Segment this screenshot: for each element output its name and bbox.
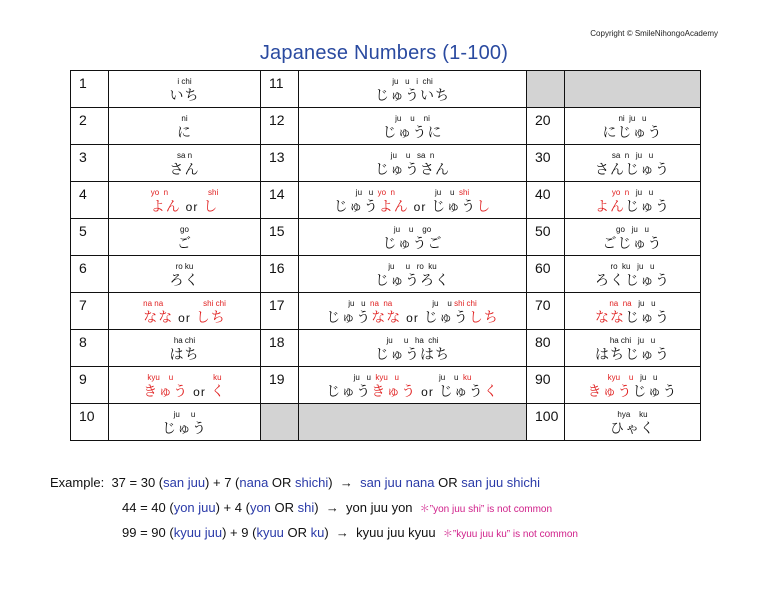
table-row [71,108,701,145]
number-cell: 70 [527,293,565,330]
romaji: ju u ro ku [388,262,437,271]
kana-part: じゅう [326,383,372,399]
number-cell: 50 [527,219,565,256]
number-cell: 12 [261,108,299,145]
example-text: ) + 7 ( [205,475,240,490]
example-highlight: san juu [163,475,206,490]
number-cell: 2 [71,108,109,145]
kana-part: く [483,383,499,399]
romaji [109,187,260,198]
example-highlight: kyuu juu [173,525,223,540]
romaji [109,298,260,309]
romaji-part: yo n [611,188,630,197]
kana-part: しち [195,309,226,325]
romaji: ju u i chi [392,77,433,86]
number-cell: 90 [527,367,565,404]
example-highlight: nana [239,475,269,490]
reading-cell [109,256,261,293]
reading-cell [565,108,701,145]
romaji: go ju u [616,225,649,234]
or-word: or [421,385,434,399]
reading-cell [299,182,527,219]
kana [109,383,260,401]
number-cell: 16 [261,256,299,293]
table-row [71,330,701,367]
romaji: i chi [177,77,192,86]
example-line-1 [50,475,540,490]
romaji: hya ku [617,410,648,419]
kana: じゅうさん [375,161,450,177]
number-cell: 30 [527,145,565,182]
kana [109,198,260,216]
example-text: ) + 4 ( [215,500,250,515]
kana [109,309,260,327]
romaji-part: na na [609,299,632,308]
reading-cell [299,219,527,256]
romaji: ni ju u [618,114,647,123]
reading-cell [299,145,527,182]
kana [565,383,700,400]
kana [565,198,700,215]
romaji [565,187,700,198]
reading-cell [565,145,701,182]
kana-part: じゅう [326,309,372,325]
example-text: ) → [328,475,361,490]
romaji: ju u [173,410,196,419]
number-cell: 8 [71,330,109,367]
example-text: OR [283,525,311,540]
number-cell: 1 [71,71,109,108]
kana-part: し [203,198,219,214]
romaji-part: shi [208,188,219,197]
number-cell: 9 [71,367,109,404]
example-line-2 [122,500,552,515]
example-text: ) → kyuu juu kyuu [324,525,436,540]
kana [299,383,526,401]
romaji-part: ju u [355,188,374,197]
kana-part: なな [371,309,402,325]
romaji: ro ku ju u [610,262,655,271]
romaji-part: kyu u [147,373,174,382]
reading-cell [299,293,527,330]
or-word: or [193,385,206,399]
example-line-3 [122,525,578,540]
reading-cell [565,367,701,404]
kana: じゅうろく [375,272,450,288]
number-cell: 3 [71,145,109,182]
number-cell: 100 [527,404,565,441]
reading-cell [565,256,701,293]
kana-part: きゅう [143,383,189,399]
romaji-part: kyu u [375,373,399,382]
kana-part: じゅう [333,198,379,214]
kana: さんじゅう [595,161,670,177]
romaji [565,298,700,309]
example-label: Example: [50,475,105,490]
romaji-part: ku [213,373,222,382]
romaji-part: ju u [640,373,658,382]
romaji-part: yo n [150,188,169,197]
table-row [71,367,701,404]
number-cell: 60 [527,256,565,293]
table-row [71,293,701,330]
kana-part: じゅう [632,383,678,399]
kana-part: よん [150,198,181,214]
kana: ひゃく [610,420,655,436]
kana-part: じゅう [423,309,469,325]
table-row [71,404,701,441]
romaji: ju u ni [395,114,430,123]
example-highlight: shichi [295,475,329,490]
kana: じゅうに [382,124,443,140]
number-cell: 13 [261,145,299,182]
empty-cell [261,404,299,441]
kana: ご [177,235,192,251]
romaji: ha chi [173,336,196,345]
reading-cell [565,293,701,330]
number-cell: 4 [71,182,109,219]
romaji: sa n ju u [611,151,654,160]
reading-cell [299,108,527,145]
romaji-part: na na [370,299,393,308]
romaji: sa n [176,151,193,160]
kana: いち [169,87,200,103]
example-highlight: yon juu [173,500,216,515]
number-cell: 11 [261,71,299,108]
reading-cell [565,182,701,219]
kana-part: きゅう [587,383,633,399]
example-text: OR [434,475,462,490]
number-cell: 19 [261,367,299,404]
kana [299,309,526,327]
kana-part: じゅう [625,309,670,325]
number-cell: 5 [71,219,109,256]
romaji [109,372,260,383]
romaji-part: ju u [638,299,656,308]
example-text: 37 = 30 ( [111,475,164,490]
empty-cell [299,404,527,441]
example-highlight: shi [297,500,315,515]
or-word: or [413,200,427,214]
or-word: or [406,311,419,325]
kana-part: きゅう [371,383,417,399]
romaji-part: ju u [438,373,459,382]
reading-cell [565,330,701,367]
example-highlight: ku [310,525,325,540]
romaji-part: ju u [348,299,366,308]
romaji-part: yo n [377,188,395,197]
number-cell: 80 [527,330,565,367]
table-row [71,219,701,256]
reading-cell [109,108,261,145]
romaji-part: kyu u [607,373,634,382]
romaji-part: ku [462,373,472,382]
reading-cell [299,330,527,367]
kana-part: なな [143,309,174,325]
example-highlight: yon [249,500,271,515]
kana: さん [169,161,200,177]
romaji: ni [181,114,188,123]
reading-cell [565,404,701,441]
romaji-part: na na [143,299,164,308]
kana-part: しち [468,309,499,325]
romaji-part: ju u [353,373,371,382]
table-row [71,71,701,108]
kana-part: じゅう [438,383,484,399]
example-text: ) + 9 ( [222,525,257,540]
romaji [299,298,526,309]
reading-cell [109,367,261,404]
reading-cell [109,404,261,441]
romaji [565,372,700,383]
romaji [299,372,526,383]
kana: ろく [169,272,200,288]
kana-part: よん [378,198,409,214]
example-text: OR [268,475,296,490]
kana-part: なな [595,309,625,325]
romaji: ju u ha chi [386,336,439,345]
example-text: 99 = 90 ( [122,525,174,540]
number-cell: 20 [527,108,565,145]
example-text: ) → yon juu yon [314,500,413,515]
kana: じゅうはち [375,346,450,362]
example-highlight: kyuu [256,525,284,540]
kana: はちじゅう [595,346,670,362]
romaji: ju u sa n [390,151,435,160]
kana: ごじゅう [602,235,663,251]
romaji: go [180,225,189,234]
romaji: ha chi ju u [609,336,656,345]
example-text: OR [270,500,298,515]
example-note: ＊”kyuu juu ku” is not common [442,529,578,540]
number-cell: 18 [261,330,299,367]
kana-part: く [210,383,226,399]
kana: じゅう [162,420,207,436]
example-highlight: san juu nana [360,475,435,490]
or-word: or [185,200,199,214]
page-title: Japanese Numbers (1-100) [259,42,509,64]
copyright-notice: Copyright © SmileNihongoAcademy [590,29,718,38]
romaji-part: shi chi [454,299,477,308]
reading-cell [109,330,261,367]
empty-cell [565,71,701,108]
kana-part: じゅう [431,198,477,214]
kana: じゅうご [382,235,443,251]
romaji-part: shi [458,188,470,197]
number-cell: 40 [527,182,565,219]
or-word: or [178,311,191,325]
kana-part: よん [595,198,625,214]
kana [299,198,526,216]
reading-cell [565,219,701,256]
number-cell: 17 [261,293,299,330]
reading-cell [109,219,261,256]
reading-cell [109,145,261,182]
reading-cell [299,367,527,404]
kana: じゅういち [375,87,450,103]
kana: はち [169,346,200,362]
number-cell: 14 [261,182,299,219]
reading-cell [109,71,261,108]
reading-cell [299,256,527,293]
romaji [299,187,526,198]
number-cell: 15 [261,219,299,256]
example-note: ＊”yon juu shi” is not common [419,504,553,515]
kana: にじゅう [602,124,663,140]
romaji-part: ju u [635,188,654,197]
kana [565,309,700,326]
reading-cell [299,71,527,108]
numbers-table [70,70,701,441]
kana: に [177,124,192,140]
reading-cell [109,293,261,330]
table-row [71,256,701,293]
kana: ろくじゅう [595,272,670,288]
number-cell: 6 [71,256,109,293]
empty-cell [527,71,565,108]
kana-part: じゅう [625,198,670,214]
table-row [71,182,701,219]
number-cell: 7 [71,293,109,330]
romaji-part: ju u [434,188,455,197]
example-highlight: san juu shichi [461,475,541,490]
romaji-part: ju u [432,299,452,308]
example-text: 44 = 40 ( [122,500,174,515]
kana-part: し [476,198,492,214]
reading-cell [109,182,261,219]
table-row [71,145,701,182]
number-cell: 10 [71,404,109,441]
romaji-part: shi chi [203,299,226,308]
romaji: ju u go [393,225,432,234]
romaji: ro ku [175,262,194,271]
